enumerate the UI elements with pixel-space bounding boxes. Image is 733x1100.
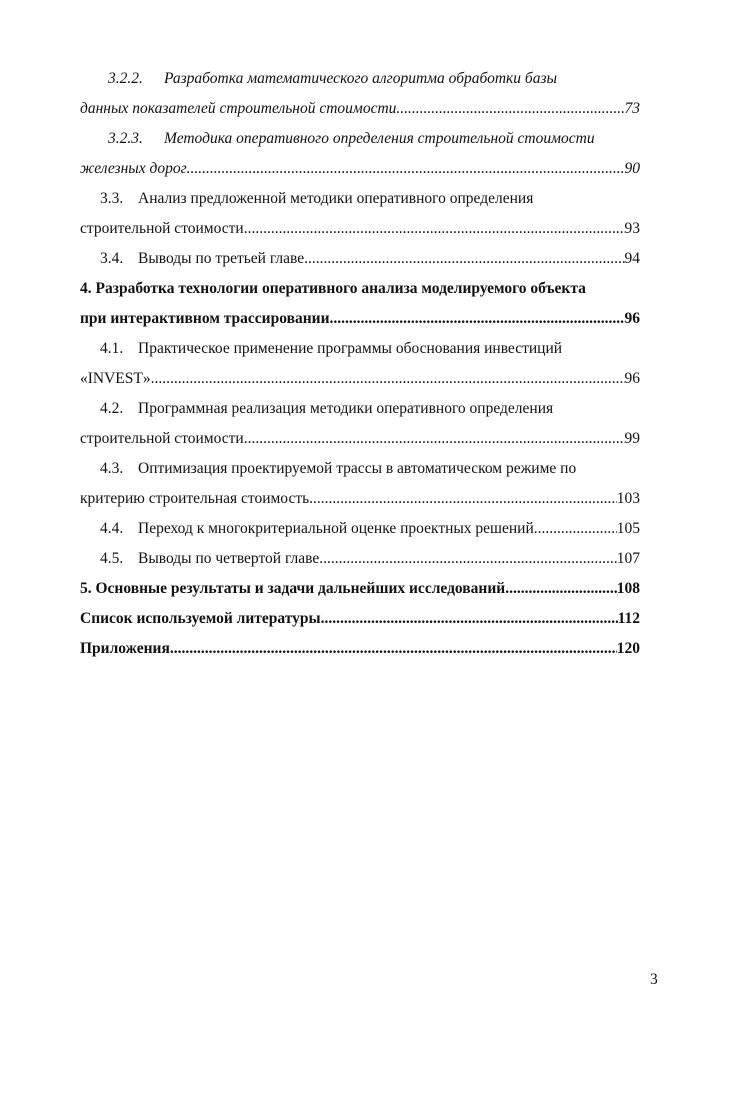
toc-entry-4-1-line2 [80,358,640,388]
toc-entry-number: 3.2.3. [108,130,143,147]
toc-entry-3-3-line2 [80,208,640,238]
dot-leader [319,550,617,568]
dot-leader [400,100,624,118]
dot-leader [308,250,624,268]
toc-entry-3-2-2-line2 [80,88,640,118]
toc-entry-title: Программная реализация методики оперативного определения [138,400,554,417]
toc-page-number: 96 [624,310,640,327]
toc-entry-number: 4.3. [100,460,124,477]
toc-page-number: 103 [616,490,640,507]
toc-entry-3-2-3-line2 [80,148,640,178]
toc-entry-4-2-line2 [80,418,640,448]
toc-entry-3-2-2-line1 [80,58,640,88]
toc-entry-number: 3.3. [100,190,124,207]
toc-page-number: 90 [624,160,640,177]
toc-entry-4-4 [80,508,640,538]
dot-leader [313,490,617,508]
toc-entry-title: «INVEST» [80,370,151,387]
toc-entry-4-1-line1 [80,328,640,358]
toc-page-number: 108 [616,580,640,597]
toc-entry-number: 4.5. [100,550,124,567]
toc-entry-4-3-line2 [80,478,640,508]
page-number: 3 [650,971,658,988]
toc-page-number: 94 [624,250,640,267]
toc-entry-title: Переход к многокритериальной оценке проектных решений. [138,520,538,537]
dot-leader [170,640,617,658]
toc-entry-number: 4.4. [100,520,124,537]
toc-page-number: 107 [616,550,640,567]
toc-page-number: 99 [624,430,640,447]
toc-entry-title: Выводы по четвертой главе [138,550,320,567]
dot-leader [151,370,625,388]
toc-chapter-4-line1 [80,268,640,298]
toc-page-number: 105 [616,520,640,537]
toc-entry-3-4 [80,238,640,268]
toc-entry-4-2-line1 [80,388,640,418]
toc-chapter-5 [80,568,640,598]
toc-entry-title: Анализ предложенной методики оперативного определения [138,190,534,207]
toc-entry-title: Разработка математического алгоритма обработки базы [164,70,558,87]
toc-entry-number: 4.1. [100,340,124,357]
toc-entry-title: Выводы по третьей главе. [138,250,309,267]
dot-leader [187,160,625,178]
toc-chapter-title: при интерактивном трассировании [80,310,330,327]
toc-references [80,598,640,628]
toc-chapter-title: 5. Основные результаты и задачи дальнейших исследований [80,580,506,597]
dot-leader [248,220,625,238]
toc-entry-number: 3.2.2. [108,70,143,87]
toc-appendices [80,628,640,658]
toc-entry-title: данных показателей строительной стоимости. [80,100,401,117]
toc-entry-4-3-line1 [80,448,640,478]
table-of-contents [80,58,640,658]
toc-chapter-4-line2 [80,298,640,328]
toc-entry-number: 4.2. [100,400,124,417]
toc-entry-number: 3.4. [100,250,124,267]
dot-leader [321,610,618,628]
toc-chapter-title: Список используемой литературы [80,610,321,627]
toc-entry-3-2-3-line1 [80,118,640,148]
toc-page-number: 112 [617,610,640,627]
dot-leader [538,520,617,538]
dot-leader [244,430,625,448]
toc-page-number: 73 [624,100,640,117]
toc-entry-3-3-line1 [80,178,640,208]
toc-page-number: 93 [624,220,640,237]
toc-chapter-title: Приложения [80,640,170,657]
toc-entry-title: Оптимизация проектируемой трассы в автоматическом режиме по [138,460,577,477]
toc-entry-4-5 [80,538,640,568]
toc-entry-title: железных дорог [80,160,187,177]
toc-entry-title: строительной стоимости [80,430,244,447]
toc-chapter-title: 4. Разработка технологии оперативного анализа моделируемого объекта [80,280,586,297]
toc-entry-title: Практическое применение программы обоснования инвестиций [138,340,563,357]
toc-entry-title: Методика оперативного определения строительной стоимости [164,130,595,147]
toc-entry-title: критерию строительная стоимость. [80,490,314,507]
dot-leader [330,310,625,328]
dot-leader [505,580,617,598]
toc-page-number: 96 [624,370,640,387]
toc-page-number: 120 [616,640,640,657]
toc-entry-title: строительной стоимости. [80,220,248,237]
